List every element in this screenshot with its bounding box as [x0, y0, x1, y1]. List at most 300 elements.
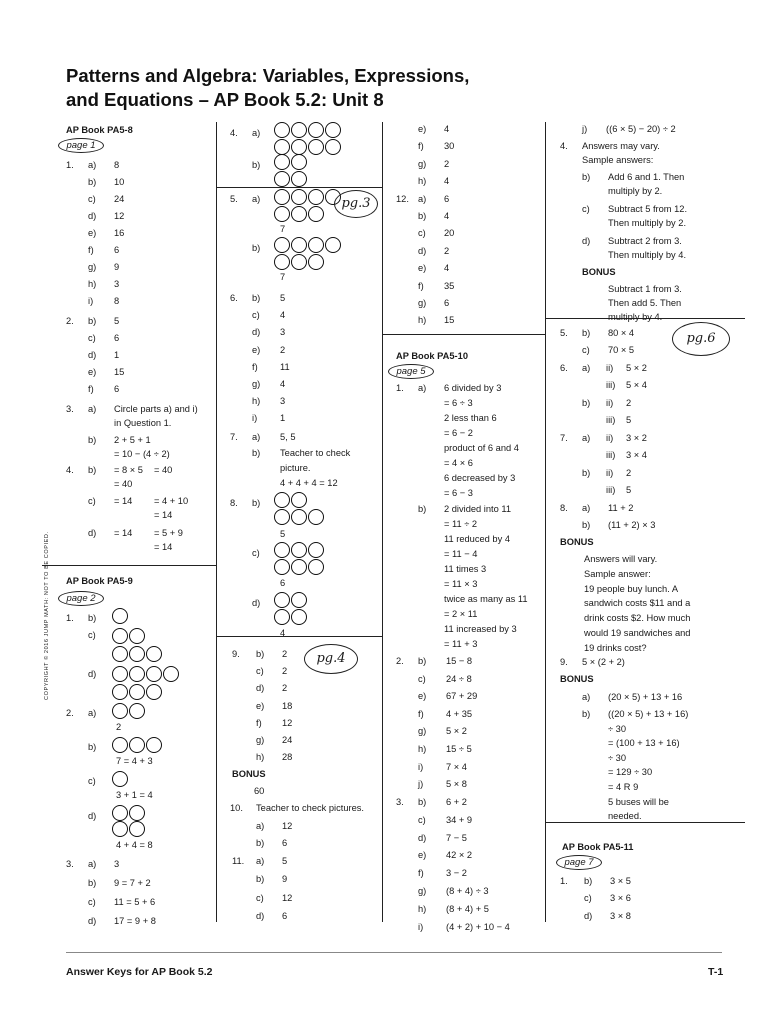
section-heading: AP Book PA5-11	[562, 842, 634, 852]
part-label: j)	[582, 124, 588, 134]
part-label: c)	[418, 228, 426, 239]
answer-value: Sample answers:	[582, 155, 654, 165]
answer-value: = 11 ÷ 2	[444, 519, 478, 529]
answer-value: Circle parts a) and i)	[114, 404, 198, 414]
part-label: b)	[252, 243, 261, 253]
answer-value: 5	[280, 529, 286, 539]
part-label: ii)	[606, 433, 614, 443]
answer-value: = 10 − (4 ÷ 2)	[114, 449, 170, 459]
answer-value: = 6 ÷ 3	[444, 398, 473, 408]
answer-value: = 14	[154, 542, 173, 552]
answer-value: 20	[444, 228, 455, 239]
part-label: c)	[418, 814, 426, 825]
part-label: b)	[252, 293, 261, 303]
page-reference: page 7	[556, 855, 602, 870]
answer-value: 5 × 4	[626, 380, 647, 391]
answer-value: 2 divided into 11	[444, 504, 512, 514]
answer-value: 11 reduced by 4	[444, 534, 510, 544]
answer-value: ÷ 30	[608, 752, 627, 763]
answer-value: 19 drinks cost?	[584, 642, 647, 653]
part-label: h)	[418, 903, 427, 914]
part-label: d)	[418, 832, 427, 843]
answer-value: 2	[282, 683, 288, 694]
footer-rule	[66, 952, 722, 953]
answer-value: 5	[280, 293, 286, 303]
part-label: d)	[252, 327, 261, 338]
part-label: a)	[252, 194, 261, 204]
answer-value: would 19 sandwiches and	[584, 628, 691, 638]
answer-value: 2	[282, 666, 288, 677]
part-label: c)	[256, 892, 264, 903]
circle-diagram	[112, 626, 163, 662]
handwritten-page-note: pg.4	[304, 644, 358, 674]
section-heading: AP Book PA5-10	[396, 351, 468, 361]
answer-value: Then multiply by 2.	[608, 218, 687, 228]
part-label: b)	[252, 448, 261, 458]
part-label: f)	[252, 361, 258, 372]
answer-value: 3 × 5	[610, 876, 631, 886]
question-number: 6.	[230, 293, 238, 303]
answer-value: = 11 − 4	[444, 549, 478, 559]
answer-value: 4 + 4 = 8	[116, 840, 153, 850]
part-label: d)	[582, 236, 591, 246]
part-label: a)	[88, 708, 97, 718]
part-label: iii)	[606, 450, 616, 461]
bonus-heading: BONUS	[582, 267, 616, 277]
part-label: d)	[88, 350, 97, 360]
answer-value: 3 × 4	[626, 450, 647, 461]
question-number: 7.	[560, 433, 568, 443]
part-label: a)	[582, 433, 591, 443]
answer-value: (8 + 4) ÷ 3	[446, 886, 489, 896]
part-label: e)	[256, 700, 265, 711]
part-label: b)	[88, 177, 97, 187]
part-label: d)	[584, 910, 593, 921]
question-number: 4.	[66, 465, 74, 475]
column-divider-3	[545, 122, 546, 922]
answer-value: 4 + 4 + 4 = 12	[280, 478, 338, 488]
answer-value: = 2 × 11	[444, 609, 478, 619]
part-label: d)	[88, 811, 97, 821]
question-number: 1.	[560, 876, 568, 886]
part-label: i)	[88, 296, 94, 306]
part-label: c)	[252, 310, 260, 321]
part-label: i)	[418, 921, 424, 932]
part-label: e)	[88, 367, 97, 377]
answer-value: 67 + 29	[446, 691, 478, 702]
answer-value: 9 = 7 + 2	[114, 878, 151, 888]
answer-value: 4	[444, 263, 450, 274]
question-number: 5.	[560, 328, 568, 338]
part-label: a)	[88, 404, 97, 414]
question-number: 8.	[230, 498, 238, 508]
part-label: b)	[582, 397, 591, 408]
answer-value: 15	[114, 367, 125, 377]
part-label: b)	[88, 465, 97, 475]
answer-value: 3 × 8	[610, 910, 631, 921]
answer-value: 4	[280, 379, 286, 389]
question-number: 8.	[560, 503, 568, 513]
part-label: f)	[88, 384, 94, 394]
question-number: 12.	[396, 193, 409, 204]
answer-value: 19 people buy lunch. A	[584, 583, 679, 594]
part-label: h)	[88, 279, 97, 289]
part-label: iii)	[606, 380, 616, 391]
part-label: b)	[252, 160, 261, 170]
part-label: e)	[418, 124, 427, 134]
circle-diagram	[112, 804, 146, 837]
title-line-2: and Equations – AP Book 5.2: Unit 8	[66, 89, 384, 110]
part-label: a)	[582, 503, 591, 513]
part-label: c)	[582, 345, 590, 355]
part-label: a)	[88, 160, 97, 170]
part-label: f)	[418, 708, 424, 719]
part-label: h)	[252, 396, 261, 407]
bonus-heading: BONUS	[560, 537, 594, 547]
part-label: f)	[418, 141, 424, 152]
page-reference: page 5	[388, 364, 434, 379]
answer-value: 6	[114, 384, 120, 394]
answer-value: 30	[444, 141, 455, 152]
answer-value: 24	[114, 194, 125, 204]
answer-value: 42 × 2	[446, 850, 473, 861]
part-label: a)	[418, 383, 427, 393]
answer-value: 5 × 8	[446, 779, 467, 790]
answer-value: 18	[282, 700, 293, 711]
answer-value: 5	[626, 484, 632, 495]
answer-value: 5 buses will be	[608, 796, 669, 807]
part-label: f)	[418, 868, 424, 879]
circle-diagram	[274, 541, 325, 575]
answer-value: 9	[114, 262, 120, 272]
part-label: ii)	[606, 363, 614, 373]
question-number: 4.	[230, 128, 238, 138]
part-label: c)	[252, 548, 260, 558]
part-label: d)	[88, 211, 97, 221]
answer-value: 8	[114, 296, 120, 306]
part-label: b)	[88, 435, 97, 445]
part-label: g)	[418, 726, 427, 737]
answer-value: 3	[280, 327, 286, 338]
answer-value: 12	[114, 211, 125, 221]
question-number: 3.	[66, 859, 74, 869]
circle-diagram	[112, 608, 129, 624]
part-label: e)	[252, 344, 261, 355]
part-label: d)	[418, 245, 427, 256]
answer-value: 11 + 2	[608, 503, 634, 513]
question-number: 9.	[560, 657, 568, 667]
part-label: b)	[88, 878, 97, 888]
section-heading: AP Book PA5-9	[66, 576, 133, 586]
part-label: d)	[256, 683, 265, 694]
answer-value: 7 − 5	[446, 832, 467, 843]
answer-value: Teacher to check pictures.	[256, 803, 364, 813]
part-label: b)	[582, 467, 591, 478]
circle-diagram	[112, 771, 129, 787]
answer-value: 2	[626, 397, 632, 408]
part-label: d)	[88, 916, 97, 926]
part-label: b)	[418, 504, 427, 514]
part-label: g)	[418, 886, 427, 896]
answer-value: 3 × 2	[626, 433, 647, 443]
answer-value: 5 × (2 + 2)	[582, 657, 625, 667]
part-label: a)	[418, 193, 427, 204]
answer-value: = 5 + 9	[154, 528, 183, 538]
circle-diagram	[112, 664, 180, 700]
part-label: c)	[88, 630, 96, 640]
part-label: h)	[256, 752, 265, 763]
answer-value: multiply by 2.	[608, 186, 663, 196]
circle-diagram	[274, 153, 308, 187]
part-label: h)	[418, 176, 427, 187]
part-label: b)	[582, 520, 591, 530]
answer-value: 3 − 2	[446, 868, 467, 879]
page-reference: page 2	[58, 591, 104, 606]
answer-value: picture.	[280, 463, 311, 473]
part-label: b)	[582, 328, 591, 338]
answer-value: 6	[114, 245, 120, 255]
answer-value: drink costs $2. How much	[584, 613, 691, 624]
answer-value: = (100 + 13 + 16)	[608, 738, 680, 749]
part-label: g)	[88, 262, 97, 272]
part-label: d)	[88, 528, 97, 538]
answer-value: (11 + 2) × 3	[608, 520, 656, 530]
answer-value: = 6 − 3	[444, 488, 473, 498]
part-label: a)	[256, 821, 265, 831]
answer-value: 5 × 2	[446, 726, 467, 737]
part-label: g)	[256, 735, 265, 745]
answer-value: ((6 × 5) − 20) ÷ 2	[606, 124, 676, 134]
answer-value: 7	[280, 224, 286, 234]
part-label: b)	[256, 838, 265, 848]
handwritten-page-note: pg.6	[672, 322, 730, 356]
answer-value: 6	[444, 193, 450, 204]
part-label: b)	[256, 874, 265, 885]
answer-value: 6 decreased by 3	[444, 473, 516, 483]
part-label: b)	[418, 797, 427, 807]
answer-value: 5, 5	[280, 432, 296, 442]
answer-value: 2	[282, 649, 288, 659]
answer-value: 4	[444, 211, 450, 221]
answer-value: 3	[114, 859, 120, 869]
answer-value: = 40	[114, 479, 133, 489]
part-label: ii)	[606, 467, 614, 478]
part-label: b)	[582, 709, 591, 719]
part-label: b)	[418, 656, 427, 666]
question-number: 9.	[232, 649, 240, 659]
answer-value: 2	[116, 722, 122, 732]
part-label: b)	[88, 613, 97, 623]
handwritten-page-note: pg.3	[334, 190, 378, 218]
answer-value: 1	[280, 413, 286, 424]
part-label: c)	[88, 776, 96, 786]
bonus-heading: BONUS	[560, 674, 594, 684]
part-label: i)	[252, 413, 258, 424]
answer-value: 34 + 9	[446, 814, 473, 825]
part-label: c)	[88, 194, 96, 204]
question-number: 1.	[396, 383, 404, 393]
section-divider	[382, 334, 545, 335]
answer-value: 24	[282, 735, 293, 745]
part-label: c)	[88, 333, 96, 343]
question-number: 3.	[66, 404, 74, 414]
section-divider	[545, 822, 745, 823]
answer-value: 5	[114, 316, 120, 326]
part-label: b)	[88, 316, 97, 326]
part-label: g)	[418, 158, 427, 169]
answer-value: = 14	[154, 510, 173, 520]
answer-value: = 4 + 10	[154, 496, 189, 506]
answer-value: 3 × 6	[610, 893, 631, 904]
part-label: iii)	[606, 484, 616, 495]
answer-value: 4	[280, 628, 286, 638]
answer-value: 6	[280, 578, 286, 588]
question-number: 3.	[396, 797, 404, 807]
answer-value: in Question 1.	[114, 418, 172, 428]
part-label: b)	[88, 742, 97, 752]
part-label: a)	[252, 128, 261, 138]
answer-value: 12	[282, 821, 293, 831]
answer-value: 1	[114, 350, 120, 360]
circle-diagram	[274, 188, 342, 222]
answer-value: 12	[282, 892, 293, 903]
question-number: 10.	[230, 803, 243, 813]
answer-value: 11 = 5 + 6	[114, 897, 156, 907]
column-divider-1	[216, 122, 217, 922]
answer-value: (20 × 5) + 13 + 16	[608, 692, 683, 702]
part-label: f)	[256, 717, 262, 728]
part-label: b)	[418, 211, 427, 221]
answer-value: 12	[282, 717, 293, 728]
answer-value: 6 divided by 3	[444, 383, 502, 393]
answer-value: 3 + 1 = 4	[116, 790, 153, 800]
question-number: 4.	[560, 141, 568, 151]
part-label: c)	[418, 673, 426, 684]
part-label: a)	[582, 692, 591, 702]
answer-value: Then add 5. Then	[608, 298, 682, 308]
question-number: 2.	[66, 316, 74, 326]
answer-value: Answers will vary.	[584, 554, 658, 564]
answer-value: 11	[280, 361, 290, 372]
question-number: 2.	[396, 656, 404, 666]
question-number: 1.	[66, 613, 74, 623]
circle-diagram	[274, 591, 308, 625]
answer-value: multiply by 4.	[608, 312, 663, 322]
answer-value: 17 = 9 + 8	[114, 916, 156, 926]
circle-diagram	[274, 236, 342, 270]
answer-value: = 4 × 6	[444, 458, 473, 468]
part-label: c)	[584, 893, 592, 904]
answer-value: 2 less than 6	[444, 413, 497, 423]
answer-value: 24 ÷ 8	[446, 673, 472, 684]
answer-value: 10	[114, 177, 125, 187]
answer-value: 7 = 4 + 3	[116, 756, 153, 766]
question-number: 11.	[232, 856, 245, 866]
answer-value: 15 − 8	[446, 656, 473, 666]
part-label: e)	[418, 850, 427, 861]
answer-value: 7 × 4	[446, 761, 467, 772]
part-label: ii)	[606, 397, 614, 408]
answer-value: = 11 × 3	[444, 579, 478, 589]
answer-value: 15 ÷ 5	[446, 744, 472, 754]
answer-value: 6 + 2	[446, 797, 467, 807]
answer-value: (8 + 4) + 5	[446, 903, 489, 914]
answer-value: 5	[282, 856, 288, 866]
question-number: 2.	[66, 708, 74, 718]
answer-value: 2	[280, 344, 286, 355]
part-label: d)	[256, 910, 265, 921]
part-label: a)	[582, 363, 591, 373]
answer-value: 2	[626, 467, 632, 478]
part-label: h)	[418, 315, 427, 326]
part-label: a)	[88, 859, 97, 869]
answer-value: 8	[114, 160, 120, 170]
part-label: g)	[418, 298, 427, 308]
answer-value: 3	[114, 279, 120, 289]
answer-value: Add 6 and 1. Then	[608, 172, 685, 182]
part-label: c)	[88, 496, 96, 506]
answer-value: sandwich costs $11 and a	[584, 598, 691, 609]
answer-value: needed.	[608, 811, 642, 822]
answer-value: 11 increased by 3	[444, 624, 517, 634]
answer-value: 4 + 35	[446, 708, 473, 719]
part-label: e)	[418, 691, 427, 702]
part-label: f)	[88, 245, 94, 255]
answer-value: 3	[280, 396, 286, 407]
part-label: a)	[256, 856, 265, 866]
answer-value: Teacher to check	[280, 448, 351, 458]
part-label: h)	[418, 744, 427, 754]
answer-value: Subtract 2 from 3.	[608, 236, 682, 246]
answer-value: 6	[282, 910, 288, 921]
answer-value: = 4 R 9	[608, 782, 639, 792]
part-label: a)	[252, 432, 261, 442]
part-label: b)	[252, 498, 261, 508]
footer-title: Answer Keys for AP Book 5.2	[66, 966, 213, 978]
answer-value: ÷ 30	[608, 723, 627, 734]
part-label: d)	[252, 598, 261, 608]
part-label: e)	[88, 228, 97, 238]
answer-value: 15	[444, 315, 455, 326]
part-label: d)	[88, 669, 97, 679]
part-label: i)	[418, 761, 424, 772]
answer-value: 80 × 4	[608, 328, 635, 338]
answer-value: 5 × 2	[626, 363, 647, 373]
circle-diagram	[112, 737, 163, 753]
answer-value: product of 6 and 4	[444, 443, 519, 453]
answer-value: = 14	[114, 528, 133, 538]
part-label: c)	[256, 666, 264, 677]
answer-value: = 11 + 3	[444, 639, 478, 649]
title-line-1: Patterns and Algebra: Variables, Expressions,	[66, 65, 470, 86]
answer-value: 4	[444, 176, 450, 187]
question-number: 7.	[230, 432, 238, 442]
part-label: e)	[418, 263, 427, 274]
bonus-heading: BONUS	[232, 769, 266, 779]
answer-value: Subtract 1 from 3.	[608, 284, 682, 294]
part-label: g)	[252, 379, 261, 389]
answer-value: 35	[444, 280, 455, 291]
answer-value: 9	[282, 874, 288, 885]
part-label: c)	[88, 897, 96, 907]
answer-value: 5	[626, 414, 632, 425]
answer-value: = 6 − 2	[444, 428, 473, 438]
page-title	[66, 64, 469, 112]
part-label: iii)	[606, 414, 616, 425]
answer-value: (4 + 2) + 10 − 4	[446, 921, 510, 932]
answer-value: = 14	[114, 496, 133, 506]
answer-value: 2	[444, 245, 450, 256]
